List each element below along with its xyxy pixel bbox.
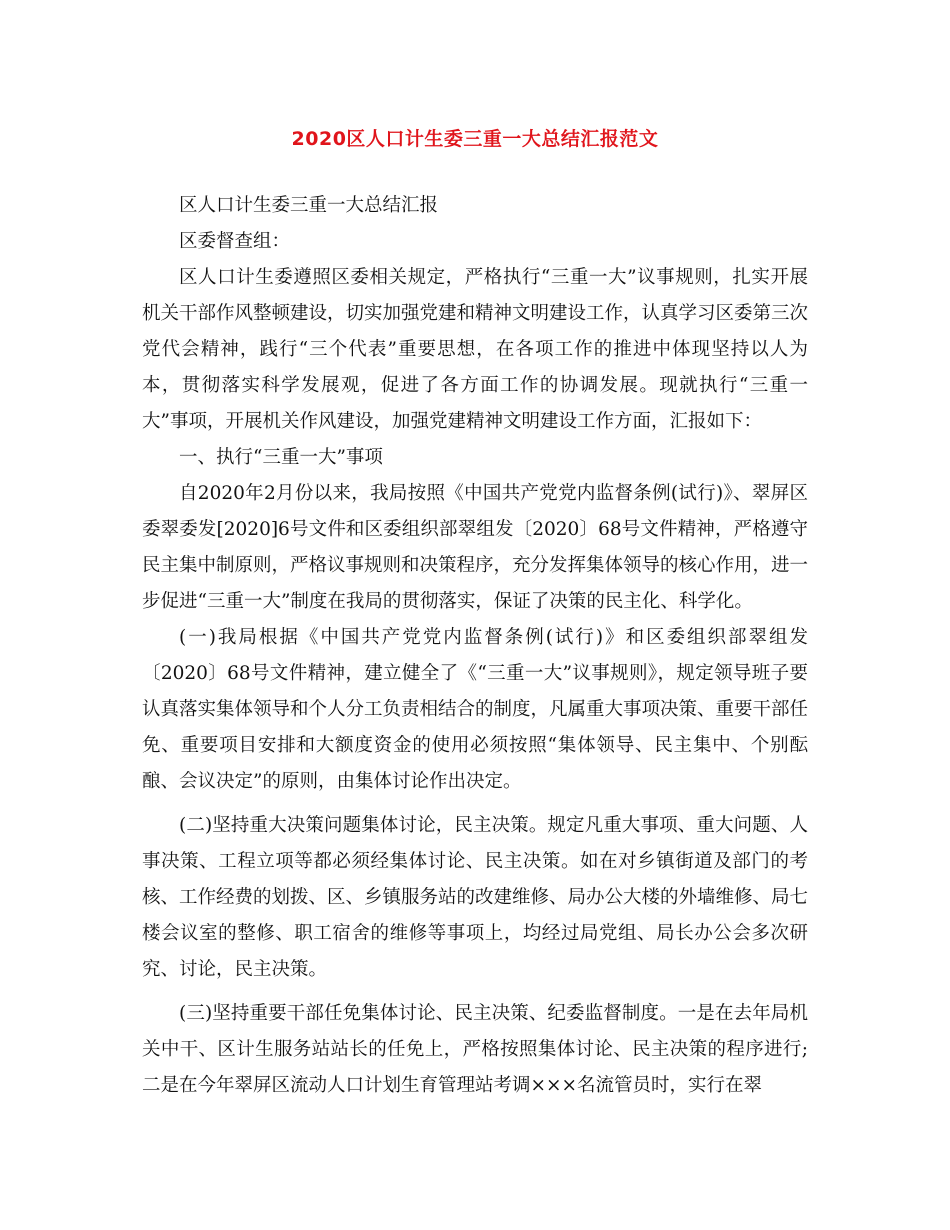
document-title: 2020区人口计生委三重一大总结汇报范文 (291, 128, 659, 150)
intro-paragraph: 区人口计生委遵照区委相关规定，严格执行“三重一大”议事规则，扎实开展机关干部作风整顿建设，切实加强党建和精神文明建设工作，认真学习区委第三次党代会精神，践行“三个代表”重要思想，在各项工作的推进中体现坚持以人为本，贯彻落实科学发展观，促进了各方面工作的协调发展。现就执行“三重一大”事项，开展机关作风建设，加强党建精神文明建设工作方面，汇报如下： (142, 267, 809, 432)
body-paragraph: 自2020年2月份以来，我局按照《中国共产党党内监督条例(试行)》、翠屏区委翠委发[2020]6号文件和区委组织部翠组发〔2020〕68号文件精神，严格遵守民主集中制原则，严格议事规则和决策程序，充分发挥集体领导的核心作用，进一步促进“三重一大”制度在我局的贯彻落实，保证了决策的民主化、科学化。 (142, 483, 809, 612)
body-paragraph-item-3: (三)坚持重要干部任免集体讨论、民主决策、纪委监督制度。一是在去年局机关中干、区计生服务站站长的任免上，严格按照集体讨论、民主决策的程序进行;二是在今年翠屏区流动人口计划生育管理站考调×××名流管员时，实行在翠 (142, 1003, 808, 1096)
recipient-line: 区委督查组： (179, 231, 291, 252)
body-paragraph-item-1: (一)我局根据《中国共产党党内监督条例(试行)》和区委组织部翠组发〔2020〕68号文件精神，建立健全了《“三重一大”议事规则》，规定领导班子要认真落实集体领导和个人分工负责相结合的制度，凡属重大事项决策、重要干部任免、重要项目安排和大额度资金的使用必须按照“集体领导、民主集中、个别酝酿、会议决定”的原则，由集体讨论作出决定。 (142, 627, 809, 792)
report-subtitle: 区人口计生委三重一大总结汇报 (179, 195, 439, 216)
document-body (142, 188, 808, 1104)
section-heading-1: 一、执行“三重一大”事项 (179, 447, 383, 468)
body-paragraph-item-2: (二)坚持重大决策问题集体讨论，民主决策。规定凡重大事项、重大问题、人事决策、工程立项等都必须经集体讨论、民主决策。如在对乡镇街道及部门的考核、工作经费的划拨、区、乡镇服务站的改建维修、局办公大楼的外墙维修、局七楼会议室的整修、职工宿舍的维修等事项上，均经过局党组、局长办公会多次研究、讨论，民主决策。 (142, 815, 809, 980)
